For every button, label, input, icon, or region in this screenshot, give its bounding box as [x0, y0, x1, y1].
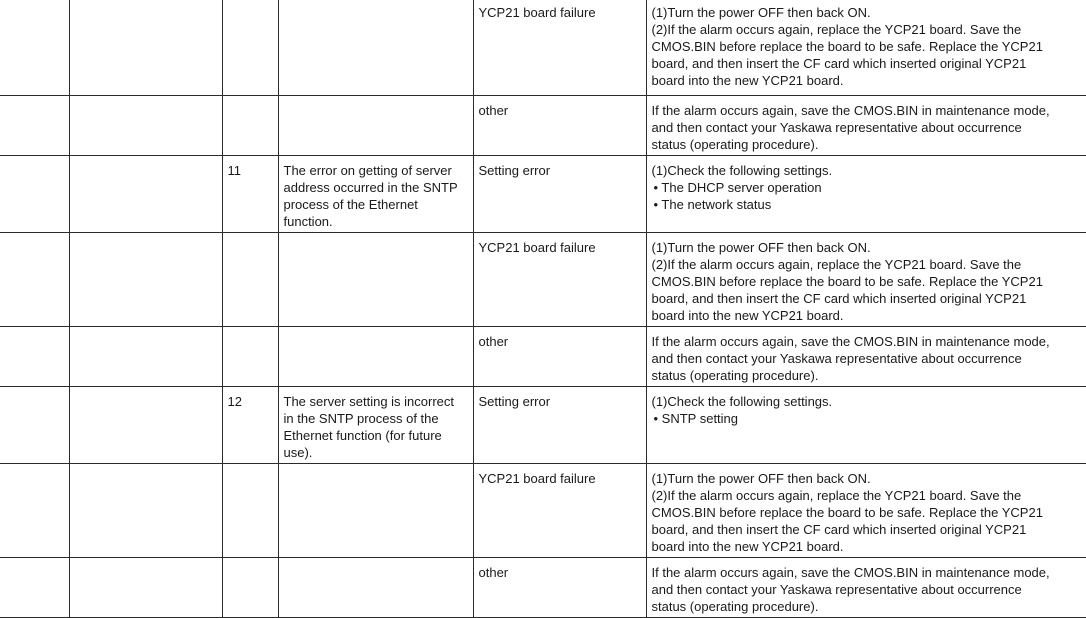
remedy-cell — [646, 155, 1086, 232]
table-row — [0, 95, 1086, 155]
remedy-line: (2)If the alarm occurs again, replace the YCP21 board. Save the — [651, 22, 1022, 37]
table-row — [0, 155, 1086, 232]
meaning-cell — [278, 386, 473, 463]
remedy-line: board, and then insert the CF card which inserted original YCP21 — [651, 56, 1027, 71]
remedy-line: (2)If the alarm occurs again, replace the YCP21 board. Save the — [651, 487, 1022, 503]
cause-text: other — [478, 102, 509, 118]
table-row — [0, 463, 1086, 557]
alarm-name-cell — [69, 557, 222, 617]
remedy-line: (1)Turn the power OFF then back ON. — [651, 5, 871, 20]
remedy-line: (1)Turn the power OFF then back ON. — [651, 470, 871, 486]
meaning-line: process of the Ethernet — [283, 196, 418, 212]
remedy-cell — [646, 557, 1086, 617]
sub-code: 11 — [227, 162, 241, 178]
table-row — [0, 386, 1086, 463]
cause-text: YCP21 board failure — [478, 239, 596, 255]
cause-text: YCP21 board failure — [478, 470, 596, 486]
remedy-bullet: • The network status — [653, 196, 772, 212]
remedy-cell — [646, 232, 1086, 326]
remedy-line: board, and then insert the CF card which inserted original YCP21 — [651, 521, 1027, 537]
alarm-name-cell — [69, 0, 222, 95]
meaning-cell — [278, 557, 473, 617]
cause-text: Setting error — [478, 393, 551, 409]
meaning-cell — [278, 155, 473, 232]
sub-code-cell — [222, 95, 278, 155]
table-row — [0, 326, 1086, 386]
remedy-line: and then contact your Yaskawa representative about occurrence — [651, 119, 1022, 135]
cause-text: Setting error — [478, 162, 551, 178]
alarm-number-cell — [0, 155, 69, 232]
remedy-line: board into the new YCP21 board. — [651, 73, 844, 88]
alarm-number-cell — [0, 326, 69, 386]
cause-text: YCP21 board failure — [478, 5, 596, 20]
sub-code: 12 — [227, 393, 242, 409]
remedy-line: board into the new YCP21 board. — [651, 307, 844, 323]
cause-text: other — [478, 564, 509, 580]
meaning-line: use). — [283, 444, 313, 460]
meaning-cell — [278, 95, 473, 155]
meaning-cell — [278, 232, 473, 326]
alarm-number-cell — [0, 463, 69, 557]
meaning-line: in the SNTP process of the — [283, 410, 439, 426]
alarm-name-cell — [69, 386, 222, 463]
cause-cell — [473, 95, 646, 155]
meaning-cell — [278, 463, 473, 557]
alarm-number-cell — [0, 95, 69, 155]
alarm-number-cell — [0, 0, 69, 95]
meaning-line: The server setting is incorrect — [283, 393, 455, 409]
meaning-cell — [278, 0, 473, 95]
cause-cell — [473, 326, 646, 386]
remedy-bullet: • SNTP setting — [653, 410, 739, 426]
cause-cell — [473, 232, 646, 326]
table-row — [0, 0, 1086, 95]
remedy-cell — [646, 0, 1086, 95]
remedy-line: CMOS.BIN before replace the board to be safe. Replace the YCP21 — [651, 504, 1043, 520]
sub-code-cell — [222, 463, 278, 557]
alarm-number-cell — [0, 232, 69, 326]
alarm-name-cell — [69, 95, 222, 155]
cause-cell — [473, 386, 646, 463]
cause-cell — [473, 155, 646, 232]
sub-code-cell — [222, 557, 278, 617]
cause-text: other — [478, 333, 509, 349]
alarm-name-cell — [69, 232, 222, 326]
remedy-line: (2)If the alarm occurs again, replace the YCP21 board. Save the — [651, 256, 1022, 272]
alarm-name-cell — [69, 326, 222, 386]
alarm-name-cell — [69, 155, 222, 232]
remedy-cell — [646, 95, 1086, 155]
remedy-line: If the alarm occurs again, save the CMOS.BIN in maintenance mode, — [651, 564, 1050, 580]
remedy-line: and then contact your Yaskawa representative about occurrence — [651, 350, 1022, 366]
sub-code-cell — [222, 386, 278, 463]
alarm-number-cell — [0, 386, 69, 463]
sub-code-cell — [222, 155, 278, 232]
alarm-name-cell — [69, 463, 222, 557]
table-row — [0, 557, 1086, 617]
cause-cell — [473, 0, 646, 95]
table-row — [0, 232, 1086, 326]
remedy-cell — [646, 463, 1086, 557]
cause-cell — [473, 463, 646, 557]
remedy-line: If the alarm occurs again, save the CMOS.BIN in maintenance mode, — [651, 102, 1050, 118]
remedy-line: and then contact your Yaskawa representative about occurrence — [651, 581, 1022, 597]
remedy-line: board, and then insert the CF card which inserted original YCP21 — [651, 290, 1027, 306]
remedy-line: status (operating procedure). — [651, 367, 819, 383]
sub-code-cell — [222, 326, 278, 386]
remedy-line: (1)Turn the power OFF then back ON. — [651, 239, 871, 255]
remedy-bullet: • The DHCP server operation — [653, 179, 822, 195]
remedy-line: status (operating procedure). — [651, 136, 819, 152]
remedy-line: (1)Check the following settings. — [651, 393, 833, 409]
cause-cell — [473, 557, 646, 617]
remedy-line: If the alarm occurs again, save the CMOS.BIN in maintenance mode, — [651, 333, 1050, 349]
meaning-line: Ethernet function (for future — [283, 427, 442, 443]
sub-code-cell — [222, 0, 278, 95]
remedy-line: board into the new YCP21 board. — [651, 538, 844, 554]
remedy-line: CMOS.BIN before replace the board to be safe. Replace the YCP21 — [651, 273, 1043, 289]
meaning-line: function. — [283, 213, 333, 229]
meaning-line: address occurred in the SNTP — [283, 179, 458, 195]
remedy-cell — [646, 386, 1086, 463]
sub-code-cell — [222, 232, 278, 326]
remedy-line: CMOS.BIN before replace the board to be safe. Replace the YCP21 — [651, 39, 1043, 54]
meaning-cell — [278, 326, 473, 386]
remedy-line: (1)Check the following settings. — [651, 162, 833, 178]
remedy-cell — [646, 326, 1086, 386]
remedy-line: status (operating procedure). — [651, 598, 819, 614]
alarm-number-cell — [0, 557, 69, 617]
meaning-line: The error on getting of server — [283, 162, 452, 178]
